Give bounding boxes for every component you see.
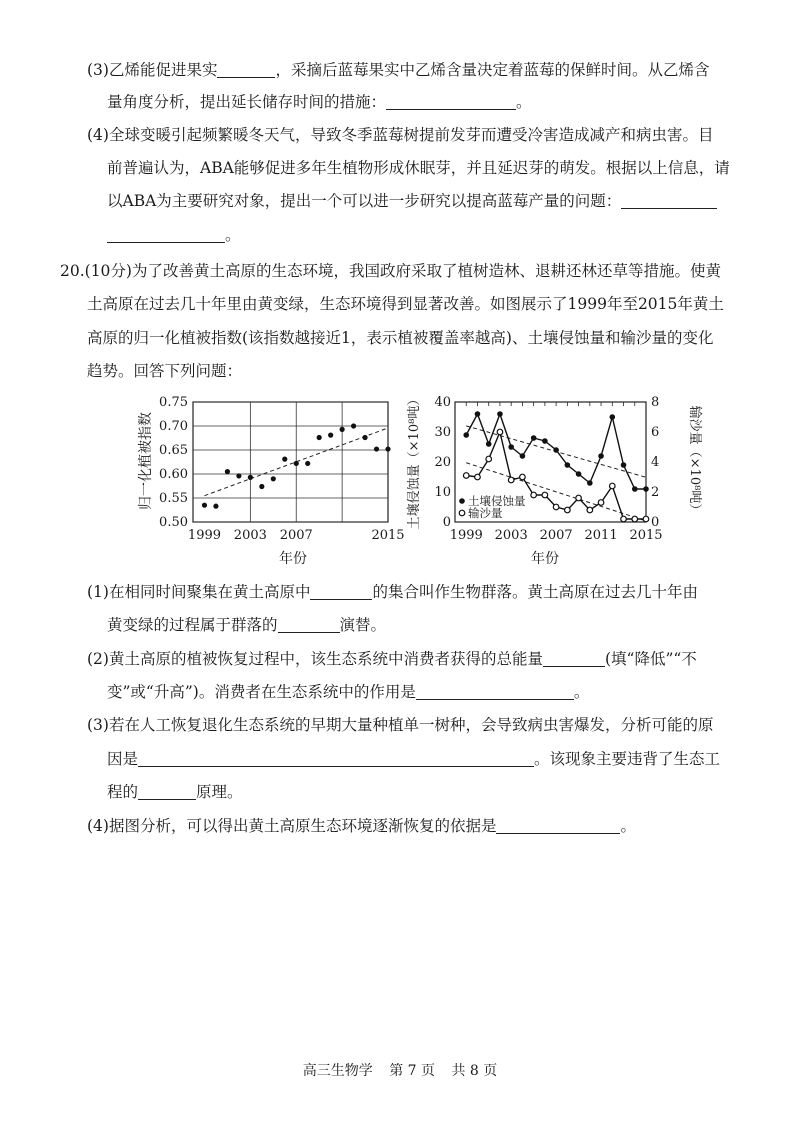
- question-text: (1)在相同时间聚集在黄土高原中: [87, 583, 311, 601]
- answer-blank[interactable]: [278, 616, 340, 633]
- answer-blank[interactable]: [496, 817, 620, 834]
- question-text: 。: [225, 226, 241, 244]
- ndvi-x-axis-label: 年份: [279, 551, 307, 567]
- question-20-1-line-1: [87, 581, 698, 603]
- ndvi-y-tick-label: 0.60: [159, 467, 188, 482]
- question-text: 的集合叫作生物群落。黄土高原在过去几十年由: [372, 583, 698, 601]
- answer-blank[interactable]: [416, 683, 574, 700]
- sediment-y-tick-label: 2: [651, 485, 660, 500]
- erosion-y-tick-label: 0: [442, 515, 451, 530]
- ndvi-x-tick-label: 2007: [279, 528, 313, 543]
- question-20-line-1: [60, 260, 721, 282]
- question-20-3-line-1: [87, 714, 713, 736]
- data-point-erosion: [553, 447, 559, 453]
- data-point-erosion: [508, 444, 514, 450]
- question-4-line-4: [107, 224, 241, 246]
- ndvi-data-point: [305, 461, 310, 466]
- data-point-sediment: [565, 507, 571, 513]
- erosion-y-tick-label: 30: [434, 425, 451, 440]
- data-point-erosion: [565, 462, 571, 468]
- data-point-erosion: [643, 486, 649, 492]
- question-20-line-2: [87, 293, 724, 315]
- sediment-y-axis-label: 输沙量（×10⁸吨）: [687, 405, 702, 517]
- page-footer: [0, 1060, 800, 1080]
- legend-label-sediment: 输沙量: [468, 506, 503, 520]
- data-point-erosion: [475, 411, 481, 417]
- ndvi-data-point: [374, 446, 379, 451]
- data-point-sediment: [587, 507, 593, 513]
- erosion-y-tick-label: 10: [434, 485, 451, 500]
- ndvi-data-point: [202, 503, 207, 508]
- question-4-line-3: [107, 190, 717, 212]
- legend-marker-erosion: [459, 498, 465, 504]
- ndvi-data-point: [294, 461, 299, 466]
- erosion-x-tick-label: 2003: [494, 528, 528, 543]
- question-text: 程的: [107, 783, 139, 801]
- question-text: ，采摘后蓝莓果实中乙烯含量决定着蓝莓的保鲜时间。从乙烯含: [275, 61, 710, 79]
- question-text: 。: [620, 817, 636, 835]
- ndvi-plot-frame: [193, 402, 388, 522]
- question-text: 。: [516, 93, 532, 111]
- data-point-erosion: [632, 486, 638, 492]
- ndvi-x-tick-label: 2003: [233, 528, 267, 543]
- sediment-y-tick-label: 0: [651, 515, 660, 530]
- ndvi-data-point: [248, 475, 253, 480]
- question-text: 黄变绿的过程属于群落的: [107, 616, 278, 634]
- data-point-sediment: [486, 456, 492, 462]
- data-point-erosion: [497, 411, 503, 417]
- question-20-3-line-3: [107, 781, 243, 803]
- question-text: 因是: [107, 750, 139, 768]
- answer-blank[interactable]: [138, 750, 534, 767]
- question-text: (填“降低”“不: [604, 650, 697, 668]
- erosion-x-tick-label: 1999: [449, 528, 483, 543]
- ndvi-x-tick-label: 2015: [371, 528, 405, 543]
- ndvi-data-point: [271, 476, 276, 481]
- answer-blank[interactable]: [138, 783, 196, 800]
- question-20-2-line-1: [87, 648, 697, 670]
- data-point-erosion: [576, 471, 582, 477]
- question-text: 趋势。回答下列问题：: [87, 362, 243, 380]
- data-point-sediment: [475, 474, 481, 480]
- question-text: 。: [573, 683, 590, 701]
- data-point-erosion: [486, 441, 492, 447]
- data-point-sediment: [609, 483, 615, 489]
- question-text: (3)乙烯能促进果实: [87, 61, 218, 79]
- data-point-sediment: [553, 504, 559, 510]
- answer-blank[interactable]: [386, 93, 516, 110]
- data-point-sediment: [463, 473, 469, 479]
- ndvi-y-tick-label: 0.75: [159, 395, 188, 410]
- question-text: 土高原在过去几十年里由黄变绿，生态环境得到显著改善。如图展示了1999年至2015年黄土: [87, 295, 724, 313]
- sediment-y-tick-label: 6: [651, 425, 660, 440]
- data-point-erosion: [609, 414, 615, 420]
- ndvi-data-point: [362, 435, 367, 440]
- question-20-4-line-1: [87, 815, 636, 837]
- ndvi-y-tick-label: 0.55: [159, 491, 188, 506]
- question-4-line-2: [107, 157, 730, 179]
- question-text: (2)黄土高原的植被恢复过程中，该生态系统中消费者获得的总能量: [87, 650, 543, 668]
- answer-blank[interactable]: [217, 61, 275, 78]
- footer-page-number: 第 7 页: [389, 1063, 435, 1079]
- data-point-sediment: [598, 500, 604, 506]
- ndvi-data-point: [236, 473, 241, 478]
- question-3-line-2: [107, 91, 532, 113]
- ndvi-y-axis-label: 归一化植被指数: [138, 412, 154, 510]
- question-20-line-4: [87, 360, 242, 382]
- data-point-sediment: [531, 492, 537, 498]
- question-text: (4)据图分析，可以得出黄土高原生态环境逐渐恢复的依据是: [87, 817, 497, 835]
- ndvi-data-point: [328, 433, 333, 438]
- data-point-erosion: [531, 435, 537, 441]
- ndvi-data-point: [385, 446, 390, 451]
- question-20-2-line-2: [107, 681, 589, 703]
- data-point-sediment: [497, 429, 503, 435]
- erosion-x-tick-label: 2015: [629, 528, 663, 543]
- ndvi-data-point: [213, 504, 218, 509]
- question-text: 量角度分析，提出延长储存时间的措施：: [107, 93, 387, 111]
- ndvi-data-point: [317, 435, 322, 440]
- question-3-line-1: [87, 59, 709, 81]
- question-text: 20.(10分)为了改善黄土高原的生态环境，我国政府采取了植树造林、退耕还林还草等措施。使黄: [60, 262, 721, 280]
- question-20-line-3: [87, 327, 713, 349]
- erosion-y-axis-label: 土壤侵蚀量（×10⁸吨）: [407, 392, 422, 530]
- ndvi-y-tick-label: 0.70: [159, 419, 188, 434]
- data-point-sediment: [520, 474, 526, 480]
- question-text: 以ABA为主要研究对象，提出一个可以进一步研究以提高蓝莓产量的问题：: [107, 192, 622, 210]
- question-text: 。该现象主要违背了生态工: [534, 750, 721, 768]
- footer-subject: 高三生物学: [302, 1063, 373, 1079]
- footer-total-pages: 共 8 页: [451, 1063, 498, 1079]
- question-text: 变”或“升高”)。消费者在生态系统中的作用是: [107, 683, 416, 701]
- erosion-x-axis-label: 年份: [531, 551, 559, 567]
- ndvi-data-point: [282, 457, 287, 462]
- erosion-x-tick-label: 2011: [584, 528, 618, 543]
- question-text: 演替。: [339, 616, 387, 634]
- erosion-sediment-chart: [403, 385, 702, 575]
- data-point-erosion: [587, 480, 593, 486]
- data-point-sediment: [632, 516, 638, 522]
- ndvi-x-tick-label: 1999: [187, 528, 222, 543]
- erosion-x-tick-label: 2007: [539, 528, 573, 543]
- data-point-erosion: [542, 438, 548, 444]
- erosion-y-tick-label: 40: [434, 395, 451, 410]
- ndvi-data-point: [225, 469, 230, 474]
- ndvi-chart: [130, 385, 405, 575]
- erosion-y-tick-label: 20: [434, 455, 451, 470]
- data-point-sediment: [643, 516, 649, 522]
- answer-blank[interactable]: [543, 650, 605, 667]
- sediment-y-tick-label: 4: [651, 455, 660, 470]
- question-20-1-line-2: [107, 614, 386, 636]
- question-4-line-1: [87, 124, 713, 146]
- ndvi-data-point: [259, 484, 264, 489]
- question-20-3-line-2: [107, 748, 720, 770]
- data-point-erosion: [598, 453, 604, 459]
- answer-blank[interactable]: [621, 192, 717, 209]
- answer-blank[interactable]: [107, 226, 225, 243]
- ndvi-data-point: [351, 423, 356, 428]
- data-point-sediment: [621, 516, 627, 522]
- ndvi-data-point: [340, 427, 345, 432]
- question-text: (4)全球变暖引起频繁暖冬天气，导致冬季蓝莓树提前发芽而遭受冷害造成减产和病虫害。目: [87, 126, 714, 144]
- data-point-erosion: [621, 462, 627, 468]
- sediment-y-tick-label: 8: [651, 395, 660, 410]
- legend-label-erosion: 土壤侵蚀量: [468, 494, 526, 508]
- question-text: 原理。: [196, 783, 243, 801]
- ndvi-y-tick-label: 0.50: [159, 515, 188, 530]
- data-point-erosion: [463, 432, 469, 438]
- data-point-sediment: [576, 495, 582, 501]
- legend-marker-sediment: [459, 510, 465, 516]
- answer-blank[interactable]: [310, 583, 372, 600]
- data-point-erosion: [520, 453, 526, 459]
- question-text: 高原的归一化植被指数(该指数越接近1，表示植被覆盖率越高)、土壤侵蚀量和输沙量的变化: [87, 329, 714, 347]
- data-point-sediment: [508, 477, 514, 483]
- question-text: (3)若在人工恢复退化生态系统的早期大量种植单一树种，会导致病虫害爆发，分析可能的原: [87, 716, 714, 734]
- ndvi-y-tick-label: 0.65: [159, 443, 188, 458]
- question-text: 前普遍认为，ABA能够促进多年生植物形成休眠芽，并且延迟芽的萌发。根据以上信息，请: [107, 159, 730, 177]
- data-point-sediment: [542, 492, 548, 498]
